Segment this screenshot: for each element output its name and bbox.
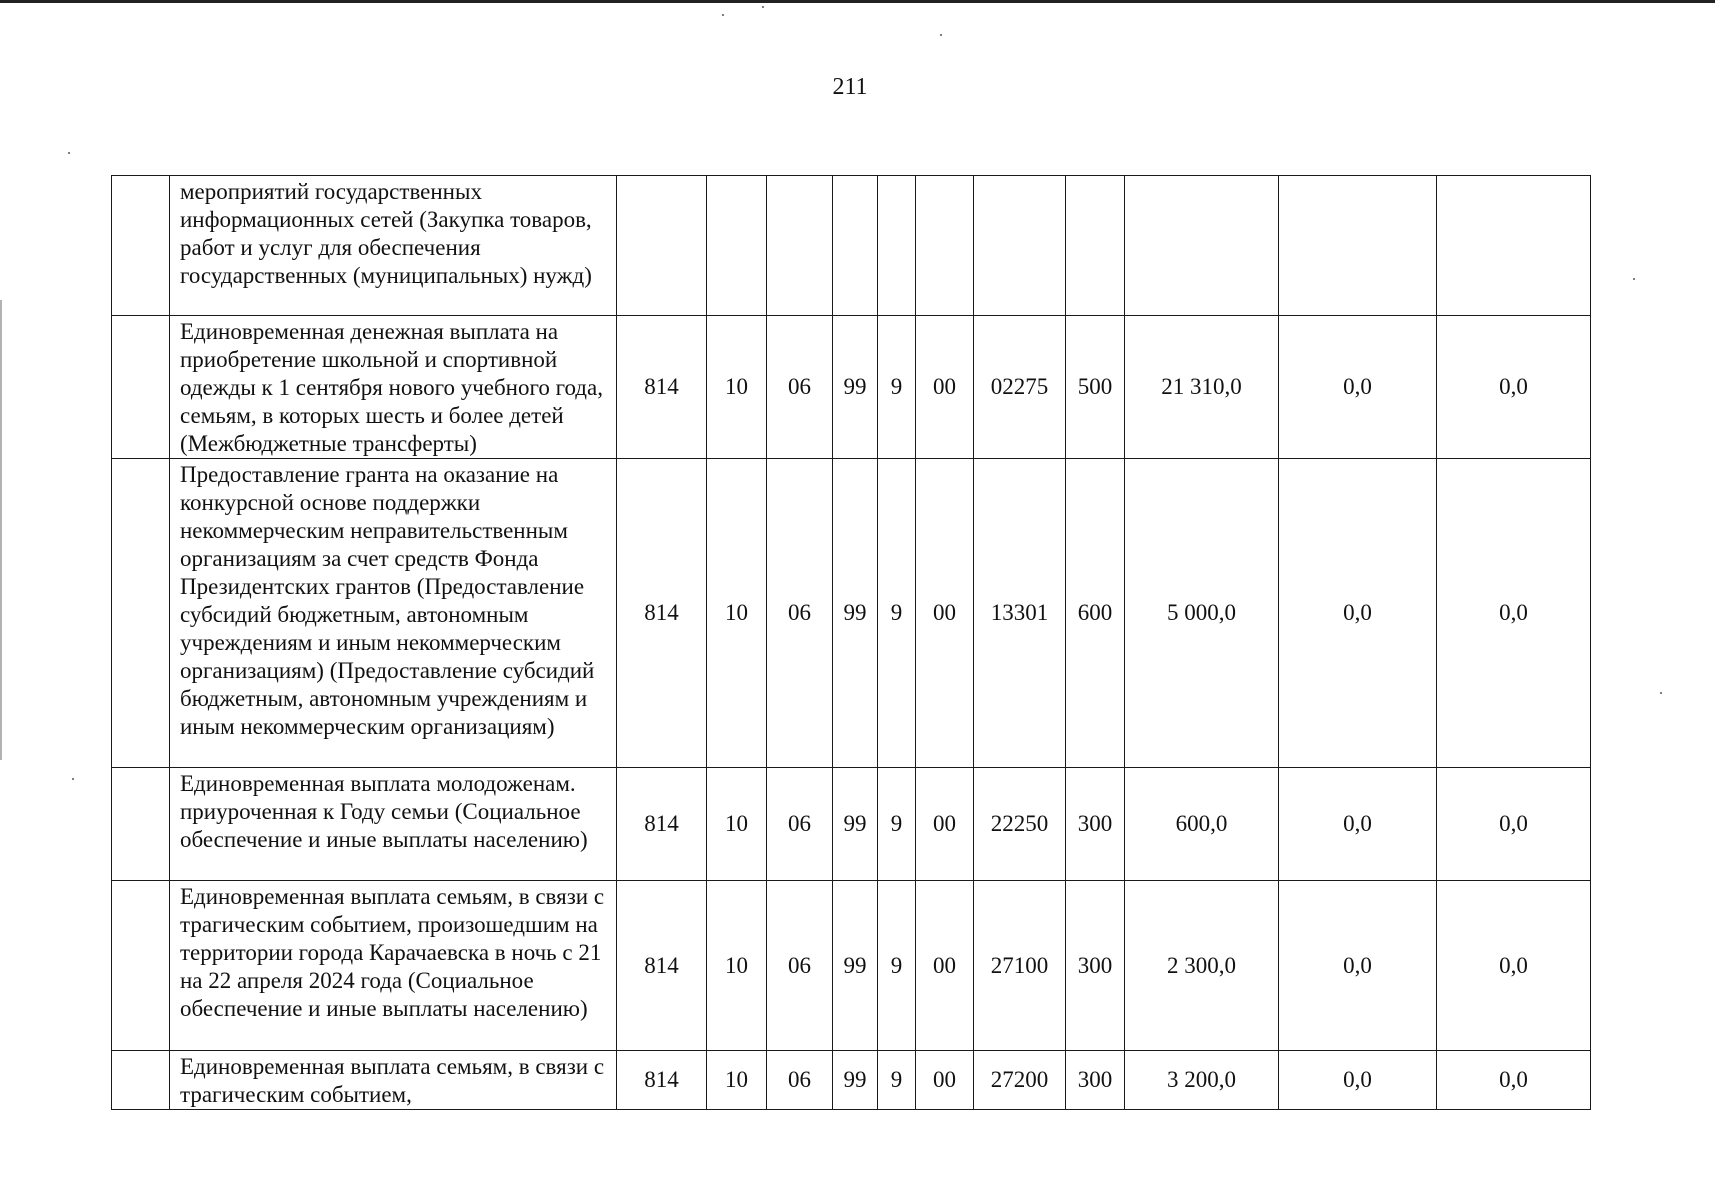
subprogram-code-cell: 9 <box>878 1051 916 1110</box>
section-code-cell: 10 <box>707 316 767 459</box>
amount-year3-cell: 0,0 <box>1437 1051 1591 1110</box>
activity-code-cell: 13301 <box>974 459 1066 768</box>
amount-year2-cell: 0,0 <box>1279 459 1437 768</box>
expense-type-cell: 300 <box>1066 881 1125 1051</box>
subprogram-code-cell: 9 <box>878 768 916 881</box>
ministry-code-cell: 814 <box>617 316 707 459</box>
amount-year2-cell: 0,0 <box>1279 881 1437 1051</box>
program-code-cell: 99 <box>833 768 878 881</box>
amount-year1-cell: 3 200,0 <box>1125 1051 1279 1110</box>
activity-group-cell: 00 <box>916 1051 974 1110</box>
scan-speck <box>940 34 942 36</box>
amount-year1-cell <box>1125 176 1279 316</box>
activity-group-cell: 00 <box>916 459 974 768</box>
amount-year2-cell: 0,0 <box>1279 1051 1437 1110</box>
ministry-code-cell: 814 <box>617 459 707 768</box>
amount-year3-cell <box>1437 176 1591 316</box>
subsection-code-cell: 06 <box>767 459 833 768</box>
activity-code-cell: 02275 <box>974 316 1066 459</box>
description-cell: Единовременная выплата молодоженам. приуроченная к Году семьи (Социальное обеспечение и иные выплаты населению) <box>170 768 617 881</box>
subsection-code-cell <box>767 176 833 316</box>
activity-code-cell <box>974 176 1066 316</box>
scan-speck <box>1633 278 1635 280</box>
description-cell: мероприятий государственных информационных сетей (Закупка товаров, работ и услуг для обеспечения государственных (муниципальных) нужд) <box>170 176 617 316</box>
row-number-cell <box>112 768 170 881</box>
section-code-cell: 10 <box>707 459 767 768</box>
subprogram-code-cell: 9 <box>878 459 916 768</box>
expense-type-cell: 500 <box>1066 316 1125 459</box>
row-number-cell <box>112 176 170 316</box>
ministry-code-cell: 814 <box>617 768 707 881</box>
amount-year3-cell: 0,0 <box>1437 881 1591 1051</box>
expense-type-cell: 600 <box>1066 459 1125 768</box>
subsection-code-cell: 06 <box>767 881 833 1051</box>
scan-speck <box>1660 692 1662 694</box>
subsection-code-cell: 06 <box>767 768 833 881</box>
amount-year2-cell: 0,0 <box>1279 768 1437 881</box>
amount-year1-cell: 2 300,0 <box>1125 881 1279 1051</box>
row-number-cell <box>112 1051 170 1110</box>
program-code-cell: 99 <box>833 881 878 1051</box>
scan-edge-top <box>0 0 1715 3</box>
page-number: 211 <box>832 74 868 100</box>
subsection-code-cell: 06 <box>767 316 833 459</box>
table-row <box>112 1051 1591 1110</box>
amount-year1-cell: 5 000,0 <box>1125 459 1279 768</box>
description-cell: Единовременная денежная выплата на приобретение школьной и спортивной одежды к 1 сентября нового учебного года, семьям, в которых шесть и более детей (Межбюджетные трансферты) <box>170 316 617 459</box>
table-row <box>112 768 1591 881</box>
section-code-cell: 10 <box>707 881 767 1051</box>
scan-speck <box>68 152 70 154</box>
subprogram-code-cell <box>878 176 916 316</box>
amount-year2-cell: 0,0 <box>1279 316 1437 459</box>
scan-speck <box>762 6 764 8</box>
table-row <box>112 176 1591 316</box>
scan-speck <box>722 14 724 16</box>
activity-group-cell: 00 <box>916 768 974 881</box>
expense-type-cell <box>1066 176 1125 316</box>
table-row <box>112 459 1591 768</box>
expense-type-cell: 300 <box>1066 768 1125 881</box>
ministry-code-cell: 814 <box>617 1051 707 1110</box>
program-code-cell: 99 <box>833 316 878 459</box>
program-code-cell: 99 <box>833 459 878 768</box>
amount-year3-cell: 0,0 <box>1437 316 1591 459</box>
activity-group-cell: 00 <box>916 881 974 1051</box>
row-number-cell <box>112 316 170 459</box>
activity-group-cell: 00 <box>916 316 974 459</box>
budget-table <box>111 175 1591 1110</box>
amount-year1-cell: 21 310,0 <box>1125 316 1279 459</box>
activity-code-cell: 22250 <box>974 768 1066 881</box>
ministry-code-cell: 814 <box>617 881 707 1051</box>
section-code-cell <box>707 176 767 316</box>
activity-group-cell <box>916 176 974 316</box>
expense-type-cell: 300 <box>1066 1051 1125 1110</box>
section-code-cell: 10 <box>707 1051 767 1110</box>
row-number-cell <box>112 459 170 768</box>
subprogram-code-cell: 9 <box>878 881 916 1051</box>
description-cell: Предоставление гранта на оказание на конкурсной основе поддержки некоммерческим неправительственным организациям за счет средств Фонда Президентских грантов (Предоставление субсидий бюджетным, автономным учреждениям и иным некоммерческим организациям) (Предоставление субсидий бюджетным, автономным учреждениям и иным некоммерческим организациям) <box>170 459 617 768</box>
section-code-cell: 10 <box>707 768 767 881</box>
program-code-cell <box>833 176 878 316</box>
program-code-cell: 99 <box>833 1051 878 1110</box>
scan-edge-left <box>0 300 2 760</box>
table-row <box>112 316 1591 459</box>
activity-code-cell: 27100 <box>974 881 1066 1051</box>
subprogram-code-cell: 9 <box>878 316 916 459</box>
subsection-code-cell: 06 <box>767 1051 833 1110</box>
amount-year3-cell: 0,0 <box>1437 768 1591 881</box>
scan-speck <box>72 778 74 780</box>
description-cell: Единовременная выплата семьям, в связи с трагическим событием, <box>170 1051 617 1110</box>
table-row <box>112 881 1591 1051</box>
amount-year2-cell <box>1279 176 1437 316</box>
row-number-cell <box>112 881 170 1051</box>
ministry-code-cell <box>617 176 707 316</box>
amount-year3-cell: 0,0 <box>1437 459 1591 768</box>
description-cell: Единовременная выплата семьям, в связи с трагическим событием, произошедшим на территории города Карачаевска в ночь с 21 на 22 апреля 2024 года (Социальное обеспечение и иные выплаты населению) <box>170 881 617 1051</box>
amount-year1-cell: 600,0 <box>1125 768 1279 881</box>
activity-code-cell: 27200 <box>974 1051 1066 1110</box>
